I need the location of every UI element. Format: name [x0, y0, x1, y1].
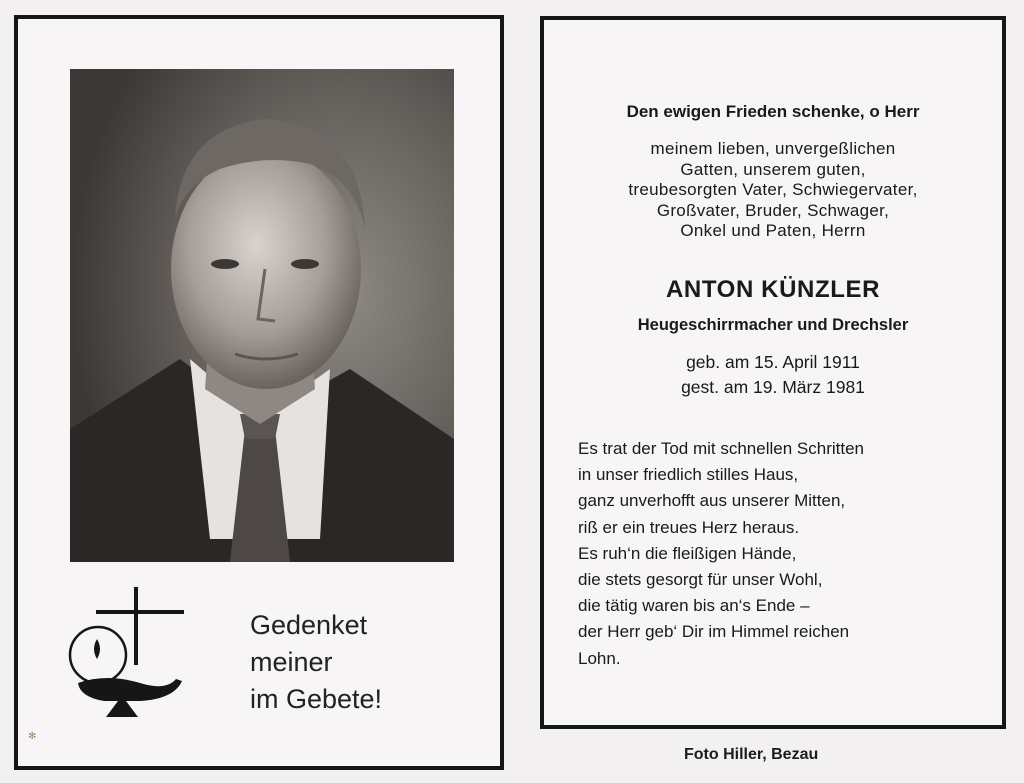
death-date: gest. am 19. März 1981 — [681, 377, 865, 397]
left-card — [14, 15, 504, 770]
photographer-credit: Foto Hiller, Bezau — [684, 746, 819, 763]
cross-and-oil-lamp-icon — [66, 587, 188, 729]
dedication-line: meinem lieben, unvergeßlichen — [650, 139, 896, 158]
poem-line: in unser friedlich stilles Haus, — [578, 465, 799, 485]
prayer-line: im Gebete! — [250, 684, 383, 714]
birth-date: geb. am 15. April 1911 — [686, 352, 860, 372]
poem-line: riß er ein treues Herz heraus. — [578, 517, 800, 537]
dedication-line: Gatten, unserem guten, — [680, 159, 866, 179]
dedication-line: Onkel und Paten, Herrn — [680, 221, 866, 240]
deceased-name: ANTON KÜNZLER — [665, 276, 880, 303]
portrait-photo — [70, 69, 454, 562]
poem-line: Lohn. — [578, 648, 621, 668]
poem-line: der Herr geb‘ Dir im Himmel reichen — [578, 622, 850, 642]
right-card — [540, 16, 1006, 729]
poem-line: ganz unverhofft aus unserer Mitten, — [578, 491, 846, 511]
dedication-line: treubesorgten Vater, Schwiegervater, — [628, 180, 918, 199]
paper-speck: ✻ — [28, 731, 37, 742]
poem-line: die tätig waren bis an‘s Ende – — [578, 596, 810, 616]
portrait-illustration — [70, 69, 454, 562]
motto: Den ewigen Frieden schenke, o Herr — [626, 102, 920, 121]
poem — [578, 436, 864, 672]
dedication — [544, 139, 1002, 242]
poem-line: Es trat der Tod mit schnellen Schritten — [578, 439, 864, 458]
profession: Heugeschirrmacher und Drechsler — [637, 316, 909, 334]
prayer-line: meiner — [250, 647, 333, 677]
prayer-line: Gedenket — [250, 610, 368, 640]
prayer-text — [250, 607, 382, 718]
poem-line: Es ruh‘n die fleißigen Hände, — [578, 543, 797, 563]
life-dates — [544, 350, 1002, 400]
poem-line: die stets gesorgt für unser Wohl, — [578, 570, 823, 590]
dedication-line: Großvater, Bruder, Schwager, — [656, 200, 890, 220]
